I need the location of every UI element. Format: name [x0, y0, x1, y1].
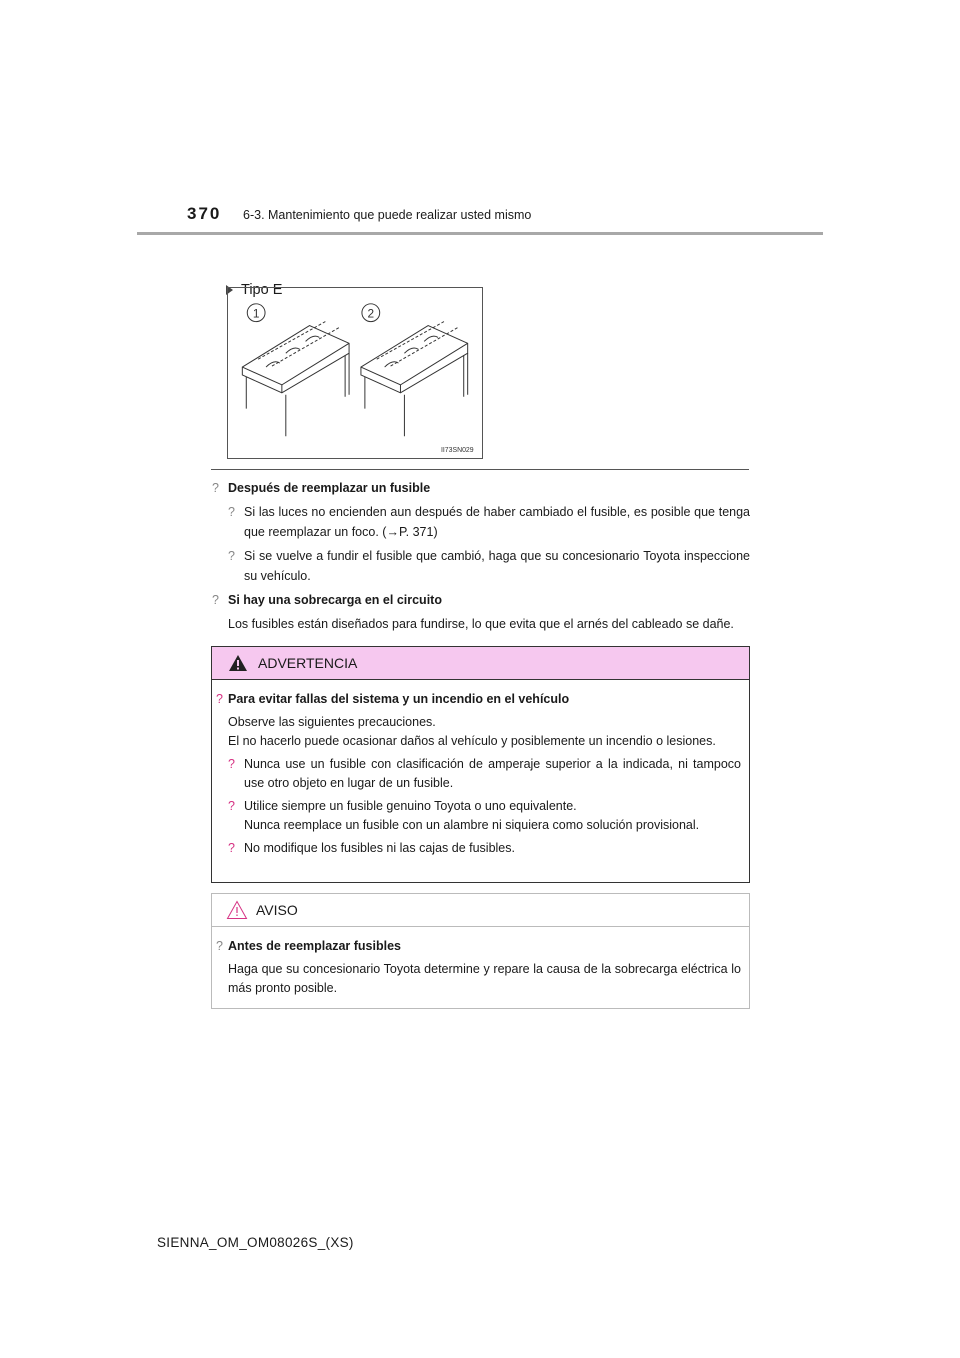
warning-title: Para evitar fallas del sistema y un incendio en el vehículo	[228, 692, 570, 706]
fuse-illustration	[227, 287, 483, 459]
notice-box: AVISO ? Antes de reemplazar fusibles Haga que su concesionario Toyota determine y repare la causa de la sobrecarga eléctrica lo más pronto posible.	[211, 893, 750, 1009]
note-text-overload: Los fusibles están diseñados para fundirse, lo que evita que el arnés del cableado se dañe.	[228, 617, 734, 631]
warning-header	[212, 647, 749, 680]
list-item: ? No modifique los fusibles ni las cajas de fusibles.	[228, 841, 515, 855]
warning-intro-1: Observe las siguientes precauciones.	[228, 715, 436, 729]
warning-item-continued: Nunca reemplace un fusible con un alambre ni siquiera como solución provisional.	[244, 818, 700, 832]
callout-1	[247, 304, 265, 322]
bullet-glyph: ?	[212, 481, 219, 495]
notice-title: Antes de reemplazar fusibles	[228, 939, 401, 953]
list-item: ? Utilice siempre un fusible genuino Toyota o uno equivalente.	[228, 799, 577, 813]
svg-text:1: 1	[252, 306, 260, 321]
bullet-glyph: ?	[212, 593, 219, 607]
section-title: 6-3. Mantenimiento que puede realizar usted mismo	[243, 208, 532, 222]
caution-triangle-icon	[226, 900, 248, 920]
figure-rule	[211, 469, 749, 470]
note-title-overload: Si hay una sobrecarga en el circuito	[228, 593, 442, 607]
notes-section	[212, 478, 750, 634]
list-item: ? Nunca use un fusible con clasificación de amperaje superior a la indicada, ni tampoco use otro objeto en lugar de un fusible.	[228, 757, 741, 790]
image-code: II73SN029	[440, 447, 474, 455]
fuse-type-e-2	[361, 322, 468, 437]
footer-doc-code: SIENNA_OM_OM08026S_(XS)	[157, 1235, 354, 1250]
notice-header	[212, 894, 749, 927]
notice-text: Haga que su concesionario Toyota determine y repare la causa de la sobrecarga eléctrica lo más pronto posible.	[228, 962, 741, 995]
fuse-type-e-1	[242, 322, 349, 437]
warning-heading: ADVERTENCIA	[258, 655, 358, 671]
figure-subhead-label: Tipo E	[241, 282, 283, 298]
list-item: ? Si se vuelve a fundir el fusible que cambió, haga que su concesionario Toyota inspeccione su vehículo.	[228, 549, 750, 583]
svg-text:2: 2	[367, 306, 375, 321]
header-rule	[137, 232, 823, 235]
list-item: ? Si las luces no encienden aun después de haber cambiado el fusible, es posible que tenga que reemplazar un foco. (→P. 371)	[228, 505, 750, 539]
warning-box: ADVERTENCIA ? Para evitar fallas del sistema y un incendio en el vehículo Observe las siguientes precauciones. El no hacerlo puede ocasionar daños al vehículo y posiblemente un incendio o lesiones. ? Nunca use un fusible con clasificación de amperaje superior a la indicada, ni tampoco use otro objeto en lugar de un fusible. ? Utilice siempre un fusible genuino Toyota o uno equivalente. Nunca reemplace un fusible con un alambre ni siquiera como solución provisional. ? No modifique los fusibles ni las cajas de fusibles.	[211, 646, 750, 883]
warning-triangle-icon	[228, 654, 248, 672]
warning-intro-2: El no hacerlo puede ocasionar daños al vehículo y posiblemente un incendio o lesiones.	[228, 734, 716, 748]
note-title-after-replace: Después de reemplazar un fusible	[228, 481, 431, 495]
notice-heading: AVISO	[256, 902, 298, 918]
callout-2	[362, 304, 380, 322]
page-number: 370	[187, 204, 222, 223]
